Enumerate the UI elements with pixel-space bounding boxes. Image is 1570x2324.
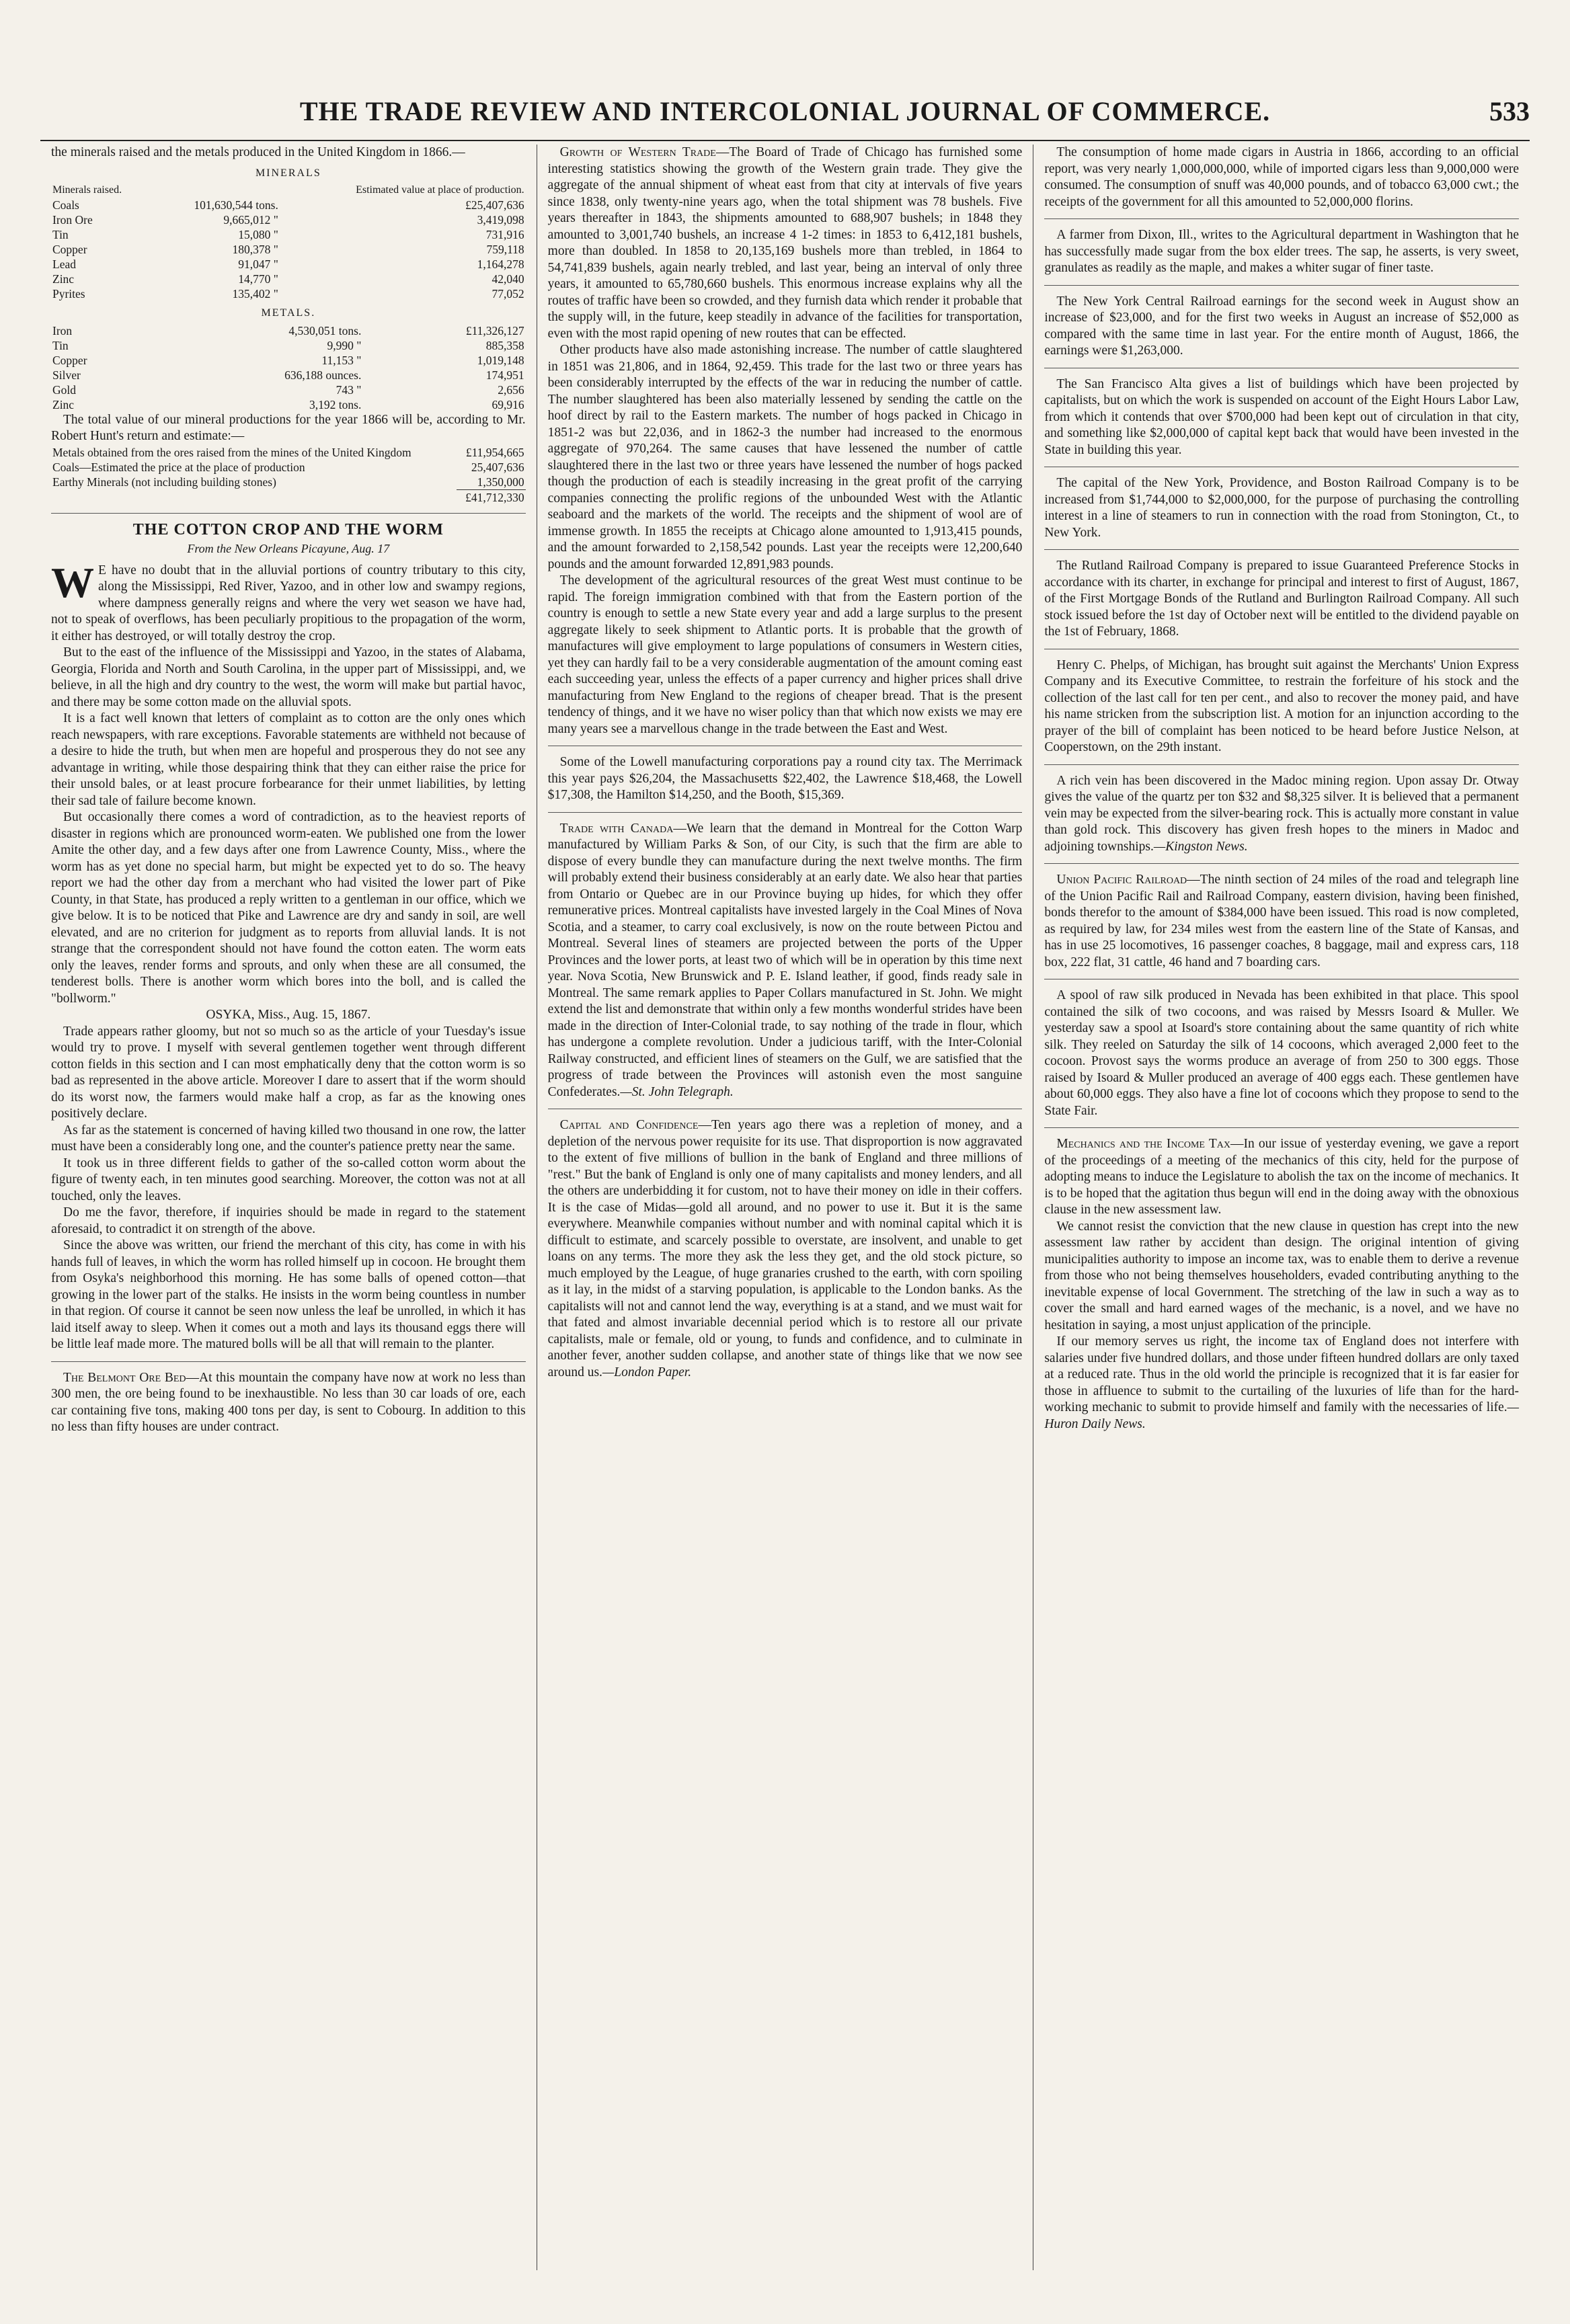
grain-text: —The Board of Trade of Chicago has furnished some interesting statistics showing the growth of the Western grain trade. They give the aggregate of the annual shipment of wheat east from that city at intervals of five years since 1838, only twenty-nine years ago, when the total shipment was 78 bushels. Five years thereafter in 1843, the shipments amounted to 688,907 bushels; in 1848 they amounted to 3,001,740 bushels, an increase 4 1-2 times: in 1853 to 6,412,181 bushels, more than doubled. In 1858 to 20,135,169 bushels more than trebled, in 1864 to 54,741,839 bushels, again nearly trebled, and last year, being an interval of only three years, it amounted to 65,780,660 bushels. This enormous increase explains why all the routes of traffic have been so crowded, and they furnish data which render it probable that the supply will, in the future, keep steadily in advance of the facilities for transportation, even with the most rapid opening of new routes that can be effected. — [547, 145, 1023, 341]
mineral-row-qty: 101,630,544 tons. — [194, 198, 278, 212]
mineral-row-name: Iron Ore — [52, 213, 93, 227]
summary-row-label: Coals—Estimated the price at the place of production — [52, 460, 305, 474]
metal-row-qty: 9,990 " — [327, 338, 362, 352]
metal-row-qty: 636,188 ounces. — [284, 368, 362, 382]
metal-row-value: 2,656 — [498, 383, 524, 397]
article-newyork — [1044, 475, 1519, 550]
summary-row-value: £11,954,665 — [465, 445, 524, 459]
mineral-row — [51, 212, 526, 227]
mineral-row-qty: 15,080 " — [238, 228, 278, 241]
cotton-paragraph-2: But to the east of the influence of the Mississippi and Yazoo, in the states of Alabama, Georgia, Florida and North and South Carolina, in the upper part of Mississippi, and, we believe, in all the high and dry country to the west, the worm will make but partial havoc, and there may be some cotton made on the alluvial spots. — [51, 645, 526, 709]
silk-paragraph: A spool of raw silk produced in Nevada has been exhibited in that place. This spool contained the silk of two cocoons, and was raised by Messrs Isoard & Muller. We yesterday saw a spool at Isoard's store containing about the same quantity of rich white silk. They reeled on Saturday the silk of 14 cocoons, which averaged 2,000 feet to the cocoon. Provost says the worms produce an average of from 250 to 300 eggs. Those raised by Isoard & Muller produced an average of 400 eggs each. These gentlemen have about 60,000 eggs. They also have a fine lot of cocoons which they propose to send to the State Fair. — [1044, 988, 1520, 1118]
cotton-paragraph-8: Do me the favor, therefore, if inquiries should be made in regard to the statement aforesaid, to contradict it on strength of the above. — [51, 1205, 526, 1236]
grain-paragraph-2: Other products have also made astonishing increase. The number of cattle slaughtered in 1851 was 21,806, and in 1864, 92,459. This trade for the last two or three years has been considerably interrupted by the effects of the war in reducing the number of cattle. The number slaughtered has been also materially lessened by sending the cattle on the hoof direct by rail to the Eastern markets. The number of hogs packed in Chicago in 1851-2 was but 22,036, and in 1862-3 the number had increased to the enormous aggregate of 970,264. The same causes that have lessened the number of cattle slaughtered there in the last two or three years have lessened the number of hogs packed though the production of each is steadily increasing in the great profit of the carrying companies connecting the prolific regions of the unbounded West with the Atlantic seaboard and the markets of the world. The receipts and the shipment of wool are of immense growth. In 1855 the receipts at Chicago alone amounted to 1,913,415 pounds, and the amount forwarded to 2,158,542 pounds. Last year the receipts were 12,200,640 pounds and the amount forwarded 12,891,983 pounds. — [547, 343, 1023, 571]
canada-paragraph — [548, 821, 1023, 1101]
mineral-row-qty: 9,665,012 " — [223, 213, 278, 227]
cotton-paragraph-5: Trade appears rather gloomy, but not so much so as the article of your Tuesday's issue would try to prove. I myself with several gentlemen together went through different cotton fields in this section and I can most emphatically deny that the cotton worm is so bad as represented in the above article. Moreover I dare to assert that if the worm should do its worst now, the farmers would make half a crop, as far as the knowing ones positively declare. — [51, 1024, 526, 1121]
sanfrancisco-paragraph: The San Francisco Alta gives a list of buildings which have been projected by capitalists, but on which the work is suspended on account of the Eight Hours Labor Law, from which it contends that over $700,000 had been kept out of circulation in that city, and something like $2,000,000 of capital kept back that would have been invested in the State in building this year. — [1044, 376, 1520, 457]
grain-paragraph-3: The development of the agricultural resources of the great West must continue to be rapid. The foreign immigration combined with that from the Eastern portion of the country is enough to settle a new State every year and add a large surplus to the present aggregate likely to seek shipment to Atlantic ports. It is probable that the growth of manufactures will give employment to large populations of consumers in Western cities, yet they can hardly fail to be a very considerable augmentation of the amount coming east each succeeding year, unless the effects of a paper currency and higher prices shall drive manufacturing from New England to the regions of cheaper bread. That is the present tendency of things, and it we have no wiser policy than that which now exists we may ere many years see a marvellous change in the trade between the East and West. — [547, 573, 1023, 736]
masthead-rule — [40, 140, 1530, 141]
belmont-title: The Belmont Ore Bed — [63, 1370, 186, 1385]
article-lowell — [548, 754, 1023, 813]
capital-source: —London Paper. — [602, 1365, 692, 1379]
metal-row — [51, 397, 526, 412]
mineral-row-name: Copper — [52, 243, 87, 256]
drop-cap: W — [51, 558, 94, 606]
cotton-dateline: From the New Orleans Picayune, Aug. 17 — [187, 542, 390, 555]
article-cotton — [51, 522, 526, 1362]
madoc-text: A rich vein has been discovered in the Madoc mining region. Upon assay Dr. Otway gives the value of the quartz per ton $32 and $8,325 silver. It is believed that a permanent vein may be expected from the silver-bearing rock. This is actually more constant in value than gold rock. This discovery has given fresh hopes to the miners in Madoc and adjoining townships. — [1044, 773, 1520, 854]
mineral-row-qty: 14,770 " — [238, 272, 278, 286]
cotton-paragraph-4: But occasionally there comes a word of contradiction, as to the heaviest reports of disaster in regions which are pronounced worm-eaten. We published one from the lower Amite the other day, and a few days after one from Lawrence County, Miss., where the worm has as yet done no special harm, but might be expected yet to do so. The heavy report we had the other day from a merchant who had visited the lower part of Pike County, in that State, has produced a reply written to a gentleman in our office, which we give below. It is to be noticed that Pike and Lawrence are dry and sandy in soil, are well elevated, and are no criterion for judgment as to reports from alluvial lands. It is not strange that the correspondent should not have found the cotton eaten. The worm eats only the leaves, render forms and sprouts, and only when these are all consumed, the tenderest bolls. There is another worm which bores into the boll, and is called the "bollworm." — [51, 810, 526, 1006]
grand-total-row — [51, 489, 526, 505]
metals-table — [51, 323, 526, 412]
mineral-row — [51, 198, 526, 212]
mineral-row-name: Lead — [52, 257, 76, 271]
summary-row-value: 25,407,636 — [471, 460, 524, 474]
minerals-label: MINERALS — [255, 167, 321, 179]
article-silk — [1044, 988, 1519, 1128]
mineral-row-value: 3,419,098 — [477, 213, 524, 227]
metal-row-value: 1,019,148 — [477, 353, 524, 367]
cotton-p1-text: E have no doubt that in the alluvial portions of country tributary to this city, along the Mississippi, Red River, Yazoo, and in other low and swampy regions, where dampness generally reigns and where the very wet season we have had, not to speak of overflows, has been peculiarly propitious to the propagation of the worm, it either has destroyed, or will totally destroy the crop. — [51, 563, 526, 643]
tax-paragraph-3 — [1044, 1334, 1519, 1433]
metal-row-value: £11,326,127 — [465, 323, 524, 337]
cotton-paragraph-3: It is a fact well known that letters of complaint as to cotton are the only ones which reach newspapers, with rare exceptions. Favorable statements are withheld not because of a desire to hide the truth, but when men are hopeful and prosperous they do not see any advantage in writing, while those despairing think that they can either raise the price for their unsold bales, or at least procure forbearance for their unmet liabilities, by letting their sad tale of failure become known. — [51, 711, 526, 808]
mineral-row-value: £25,407,636 — [465, 198, 524, 212]
mineral-row-qty: 180,378 " — [232, 243, 278, 256]
phelps-paragraph: Henry C. Phelps, of Michigan, has brought suit against the Merchants' Union Express Company and its Executive Committee, to restrain the forfeiture of his stock and the collection of the last call for ten per cent., and also to recover the money paid, and have his name stricken from the subscription list. A motion for an injunction according to the prayer of the bill of complaint has been noticed to be heard before Justice Nelson, at Cooperstown, on the 29th instant. — [1044, 657, 1520, 754]
tax-source: —Huron Daily News. — [1044, 1400, 1520, 1431]
article-capital — [548, 1117, 1023, 1389]
article-cigars — [1044, 145, 1519, 219]
tax-paragraph-2: We cannot resist the conviction that the new clause in question has crept into the new assessment law rather by accident than design. The original intention of giving municipalities authority to impose an income tax, was to enable them to derive a revenue from those who not being themselves householders, evaded contributing anything to the inevitable expense of local Government. The stretching of the law in such a way as to cover the small and hard earned wages of the mechanic, is a novel, and we have no hesitation in saying, a most unjust application of the principle. — [1044, 1219, 1520, 1332]
article-rutland — [1044, 558, 1519, 649]
mineral-row-value: 731,916 — [485, 228, 524, 241]
mineral-row-value: 42,040 — [492, 272, 524, 286]
mineral-row-name: Pyrites — [52, 287, 85, 300]
cotton-letter-dateline: OSYKA, Miss., Aug. 15, 1867. — [206, 1008, 371, 1022]
article-madoc — [1044, 773, 1519, 865]
mineral-row-qty: 135,402 " — [232, 287, 278, 300]
cotton-heading: THE COTTON CROP AND THE WORM — [132, 520, 444, 538]
belmont-paragraph — [51, 1370, 526, 1436]
minerals-table — [51, 183, 526, 301]
masthead-title: THE TRADE REVIEW AND INTERCOLONIAL JOURNAL OF COMMERCE. — [299, 95, 1271, 126]
mineral-row — [51, 272, 526, 286]
metal-row — [51, 368, 526, 383]
maple-paragraph: A farmer from Dixon, Ill., writes to the Agricultural department in Washington that he has successfully made sugar from the box elder trees. The sap, he asserts, is very sweet, granulates as readily as the maple, and makes a whiter sugar of finer taste. — [1044, 228, 1520, 275]
article-sanfrancisco — [1044, 376, 1519, 468]
metal-row-value: 885,358 — [485, 338, 524, 352]
metal-row — [51, 353, 526, 368]
cotton-paragraph-7: It took us in three different fields to gather of the so-called cotton worm about the figure of twenty each, in ten minutes good searching. Moreover, the cotton was not at all touched, only the leaves. — [51, 1156, 526, 1203]
metal-row-name: Iron — [52, 323, 73, 337]
minerals-table-head — [51, 183, 526, 198]
article-nycentral — [1044, 294, 1519, 368]
summary-row-label: Metals obtained from the ores raised from the mines of the United Kingdom — [52, 445, 411, 459]
grain-title: Growth of Western Trade — [559, 145, 716, 159]
page-number: 533 — [1489, 95, 1530, 126]
metal-row-qty: 11,153 " — [321, 353, 362, 367]
grain-paragraph-1 — [548, 145, 1023, 342]
canada-source: —St. John Telegraph. — [620, 1084, 734, 1099]
cigars-paragraph: The consumption of home made cigars in Austria in 1866, according to an official report, was very nearly 1,000,000,000, while of imported cigars less than 9,000,000 were consumed. The consumption of snuff was 40,000 pounds, and of tobacco 63,000 cwt.; the receipts of the government for all this amounted to 52,000,000 florins. — [1044, 145, 1520, 209]
summary-row-value: 1,350,000 — [477, 475, 524, 489]
capital-paragraph — [548, 1117, 1023, 1381]
mineral-row-value: 1,164,278 — [477, 257, 524, 271]
mineral-row-name: Coals — [52, 198, 79, 212]
summary-row — [51, 460, 526, 475]
metal-row-value: 69,916 — [492, 397, 524, 411]
tax-p3-text: If our memory serves us right, the income tax of England does not interfere with salaries under five hundred dollars, and those under fifteen hundred dollars are only taxed at a reduced rate. Thus in the old world the principle is recognized that it is far easier for those in affluence to submit to the curtailing of the luxuries of life than for the hard-working mechanic to submit to provide himself and family with the necessaries of life. — [1044, 1334, 1520, 1414]
minerals-intro: the minerals raised and the metals produced in the United Kingdom in 1866.— — [51, 145, 465, 159]
cotton-paragraph-6: As far as the statement is concerned of having killed two thousand in one row, the latter must have been a considerably long one, and the counter's patience pretty near the same. — [51, 1123, 526, 1154]
article-belmont — [51, 1370, 526, 1444]
unionpacific-paragraph — [1044, 872, 1519, 971]
metal-row-name: Zinc — [52, 397, 75, 411]
metal-row — [51, 338, 526, 353]
mineral-row-name: Zinc — [52, 272, 75, 286]
metal-row-qty: 743 " — [336, 383, 362, 397]
metal-row-name: Silver — [52, 368, 81, 382]
tax-title: Mechanics and the Income Tax — [1056, 1137, 1230, 1151]
mineral-row-qty: 91,047 " — [238, 257, 278, 271]
belmont-text: —At this mountain the company have now at work no less than 300 men, the ore being found to be inexhaustible. No less than 30 car loads of ore, each car containing five tons, making 400 tons per day, is sent to Cobourg. In addition to this no less than fifty houses are under contract. — [51, 1370, 526, 1434]
canada-text: —We learn that the demand in Montreal for the Cotton Warp manufactured by William Parks & Son, of our City, is such that the firm are able to dispose of every bundle they can manufacture during the next twelve months. The firm will probably extend their business considerably at an early date. We also hear that parties from Ontario or Quebec are in our Province buying up hides, for which they offer remunerative prices. Montreal capitalists have invested largely in the Coal Mines of Nova Scotia, and a steamer, to carry coal exclusively, is now on the route between Pictou and Montreal. Several lines of steamers are projected between the ports of the Upper Provinces and the lower ports, at least two of which will be in operation by this time next year. Nova Scotia, New Brunswick and P. E. Island leather, if good, finds ready sale in Montreal. The same remark applies to Paper Collars manufactured in St. John. We might extend the list and demonstrate that within only a few months wonderful strides have been made in the direction of Inter-Colonial trade, to say nothing of the trade in flour, which has undergone a complete revolution. Under a judicious tariff, with the Inter-Colonial Railway constructed, and efficient lines of steamers on the Gulf, we are satisfied that the progress of trade between the Provinces will astonish even the most sanguine Confederates. — [547, 821, 1023, 1099]
canada-title: Trade with Canada — [559, 821, 674, 836]
unionpacific-title: Union Pacific Railroad — [1056, 873, 1187, 887]
mineral-row — [51, 227, 526, 242]
mineral-row — [51, 257, 526, 272]
madoc-paragraph — [1044, 773, 1519, 856]
metal-row-name: Gold — [52, 383, 76, 397]
mineral-row-name: Tin — [52, 228, 69, 241]
article-maple — [1044, 227, 1519, 286]
madoc-source: —Kingston News. — [1153, 839, 1248, 854]
total-paragraph: The total value of our mineral productions for the year 1866 will be, according to Mr. Robert Hunt's return and estimate:— — [51, 412, 526, 443]
mineral-row-value: 759,118 — [486, 243, 524, 256]
column-1 — [40, 145, 537, 2270]
tax-text: —In our issue of yesterday evening, we gave a report of the proceedings of a meeting of the mechanics of this city, held for the purpose of adopting means to induce the Legislature to abolish the tax on the income of mechanics. It is to be hoped that the agitation thus begun will end in the doing away with the obnoxious clause in the new assessment law. — [1044, 1137, 1520, 1217]
metal-row — [51, 323, 526, 338]
mineral-row — [51, 286, 526, 301]
article-union-pacific — [1044, 872, 1519, 979]
metal-row-qty: 3,192 tons. — [309, 397, 362, 411]
cotton-paragraph-1 — [51, 558, 526, 645]
article-canada — [548, 821, 1023, 1110]
minerals-head-left: Minerals raised. — [52, 184, 122, 196]
metal-row-qty: 4,530,051 tons. — [288, 323, 362, 337]
column-3 — [1033, 145, 1530, 2270]
metal-row — [51, 383, 526, 397]
newyork-paragraph: The capital of the New York, Providence, and Boston Railroad Company is to be increased from $1,744,000 to $2,000,000, for the purpose of purchasing the controlling interest in a line of steamers to run in connection with the road from Stonington, Ct., to New York. — [1044, 476, 1520, 540]
rutland-paragraph: The Rutland Railroad Company is prepared to issue Guaranteed Preference Stocks in accordance with its charter, in exchange for principal and interest to first of August, 1867, of the First Mortgage Bonds of the Rutland and Burlington Railroad Company. All such stock issued before the 1st day of October next will be entitled to the dividend payable on the 1st of February, 1868. — [1044, 559, 1520, 639]
article-phelps — [1044, 657, 1519, 765]
tax-paragraph-1 — [1044, 1136, 1519, 1219]
summary-row-label: Earthy Minerals (not including building stones) — [52, 475, 276, 489]
nycentral-paragraph: The New York Central Railroad earnings for the second week in August show an increase of $23,000, and for the first two weeks in August an increase of $52,000 as compared with the same time in last year. For the entire month of August, 1866, the earnings were $1,263,000. — [1044, 294, 1520, 358]
metal-row-name: Tin — [52, 338, 69, 352]
grand-total: £41,712,330 — [457, 489, 526, 505]
cotton-paragraph-9: Since the above was written, our friend the merchant of this city, has come in with his hands full of leaves, in which the worm has rolled himself up in cocoon. He brought them from Osyka's neighborhood this morning. He has some balls of opened cotton—that growing in the lower part of the stalks. He insists in the worm being countless in number in that region. Of course it cannot be seen now unless the leaf be unrolled, in which it has laid itself away to sleep. When it comes out a moth and lays its thousand eggs there will be little leaf made more. The matured bolls will be all that will remain to the planter. — [51, 1238, 526, 1351]
unionpacific-text: —The ninth section of 24 miles of the road and telegraph line of the Union Pacific Rail and Railroad Company, eastern division, having been finished, bonds therefor to the amount of $384,000 have been issued. This road is now completed, as required by law, for 234 miles west from the eastern line of the State of Kansas, and has in use 25 locomotives, 16 passenger coaches, 8 baggage, mail and express cars, 118 box, 222 flat, 31 cattle, 46 hand and 7 boarding cars. — [1044, 873, 1520, 969]
article-western-trade — [548, 145, 1023, 746]
summary-table — [51, 445, 526, 505]
columns — [40, 145, 1530, 2270]
capital-title: Capital and Confidence — [559, 1118, 699, 1132]
summary-row — [51, 475, 526, 490]
metal-row-value: 174,951 — [485, 368, 524, 382]
mineral-row — [51, 242, 526, 257]
metal-row-name: Copper — [52, 353, 87, 367]
mineral-row-value: 77,052 — [492, 287, 524, 300]
summary-row — [51, 445, 526, 460]
lowell-paragraph: Some of the Lowell manufacturing corporations pay a round city tax. The Merrimack this year pays $26,204, the Massachusetts $22,402, the Lawrence $18,468, the Lowell $17,308, the Hamilton $14,250, and the Booth, $15,369. — [547, 755, 1023, 802]
metals-label: METALS. — [261, 307, 316, 319]
article-minerals — [51, 145, 526, 514]
column-2 — [537, 145, 1033, 2270]
masthead — [40, 87, 1530, 134]
capital-text: —Ten years ago there was a repletion of money, and a depletion of the nervous power requisite for its use. That disproportion is now aggravated to the extent of five millions of bullion in the bank of England and three millions of "rest." But the bank of England is only one of many capitalists and money lenders, and all the others are underbidding it for custom, not to have their money on idle in their coffers. It is the case of Midas—gold all around, and no power to use it. But it is the same everywhere. Meanwhile companies without number and with nominal capital which it is difficult to estimate, and scarcely possible to overstate, are insolvent, and unable to get loans on any terms. The more they ask the less they get, and the old stock picture, so much employed by the League, of huge granaries crushed to the earth, with corn spoiling as it lay, in the midst of a starving population, is applicable to the London banks. As the capitalists will not and cannot lend the way, everything is at a stand, and we must wait for that fated and almost invariable decennial period which is to restore all our private capitalists, male or female, old or young, to funds and confidence, and to culminate in another fever, another sudden collapse, and another state of things like that we now see around us. — [547, 1118, 1023, 1379]
article-income-tax — [1044, 1136, 1519, 1441]
minerals-head-right: Estimated value at place of production. — [356, 184, 524, 196]
